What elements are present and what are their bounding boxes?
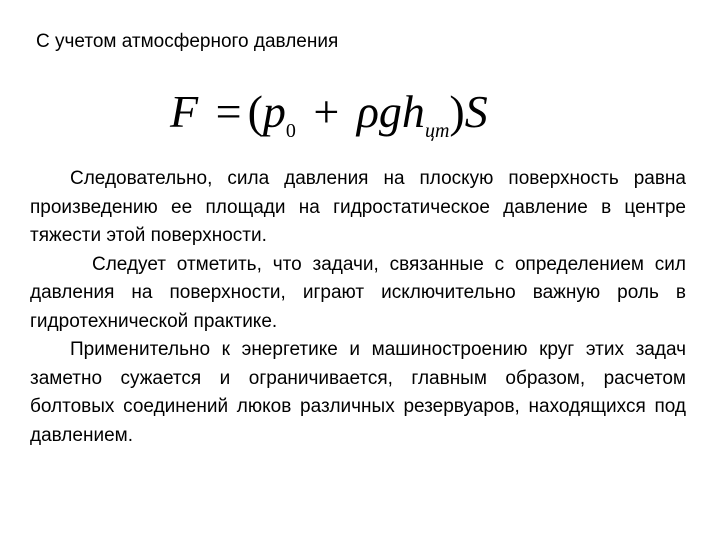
formula-right-paren: ) <box>449 86 465 137</box>
paragraph-importance: Следует отметить, что задачи, связанные с определением сил давления на поверхности, играют исключительно важную роль в гидротехнической практике. <box>30 253 686 332</box>
formula-equals: = <box>215 86 242 137</box>
formula-force-symbol: F <box>170 86 199 137</box>
formula-left-paren: ( <box>247 86 263 137</box>
formula-area-symbol: S <box>464 86 488 137</box>
formula-p-subscript: 0 <box>285 120 296 142</box>
formula-p-symbol: p <box>262 86 286 137</box>
paragraph-force-definition: Следовательно, сила давления на плоскую поверхность равна произведению ее площади на гидростатическое давление в центре тяжести этой поверхности. <box>30 168 686 246</box>
formula-rho-g-h: ρgh <box>356 86 425 137</box>
pressure-force-formula <box>170 84 488 144</box>
formula-plus: + <box>313 86 340 137</box>
paragraph-applications: Применительно к энергетике и машиностроению круг этих задач заметно сужается и ограничивается, главным образом, расчетом болтовых соединений люков различных резервуаров, находящихся под давлением. <box>30 339 686 446</box>
body-text <box>30 165 686 450</box>
slide-title: С учетом атмосферного давления <box>36 31 339 52</box>
formula-h-subscript: цт <box>424 120 450 142</box>
